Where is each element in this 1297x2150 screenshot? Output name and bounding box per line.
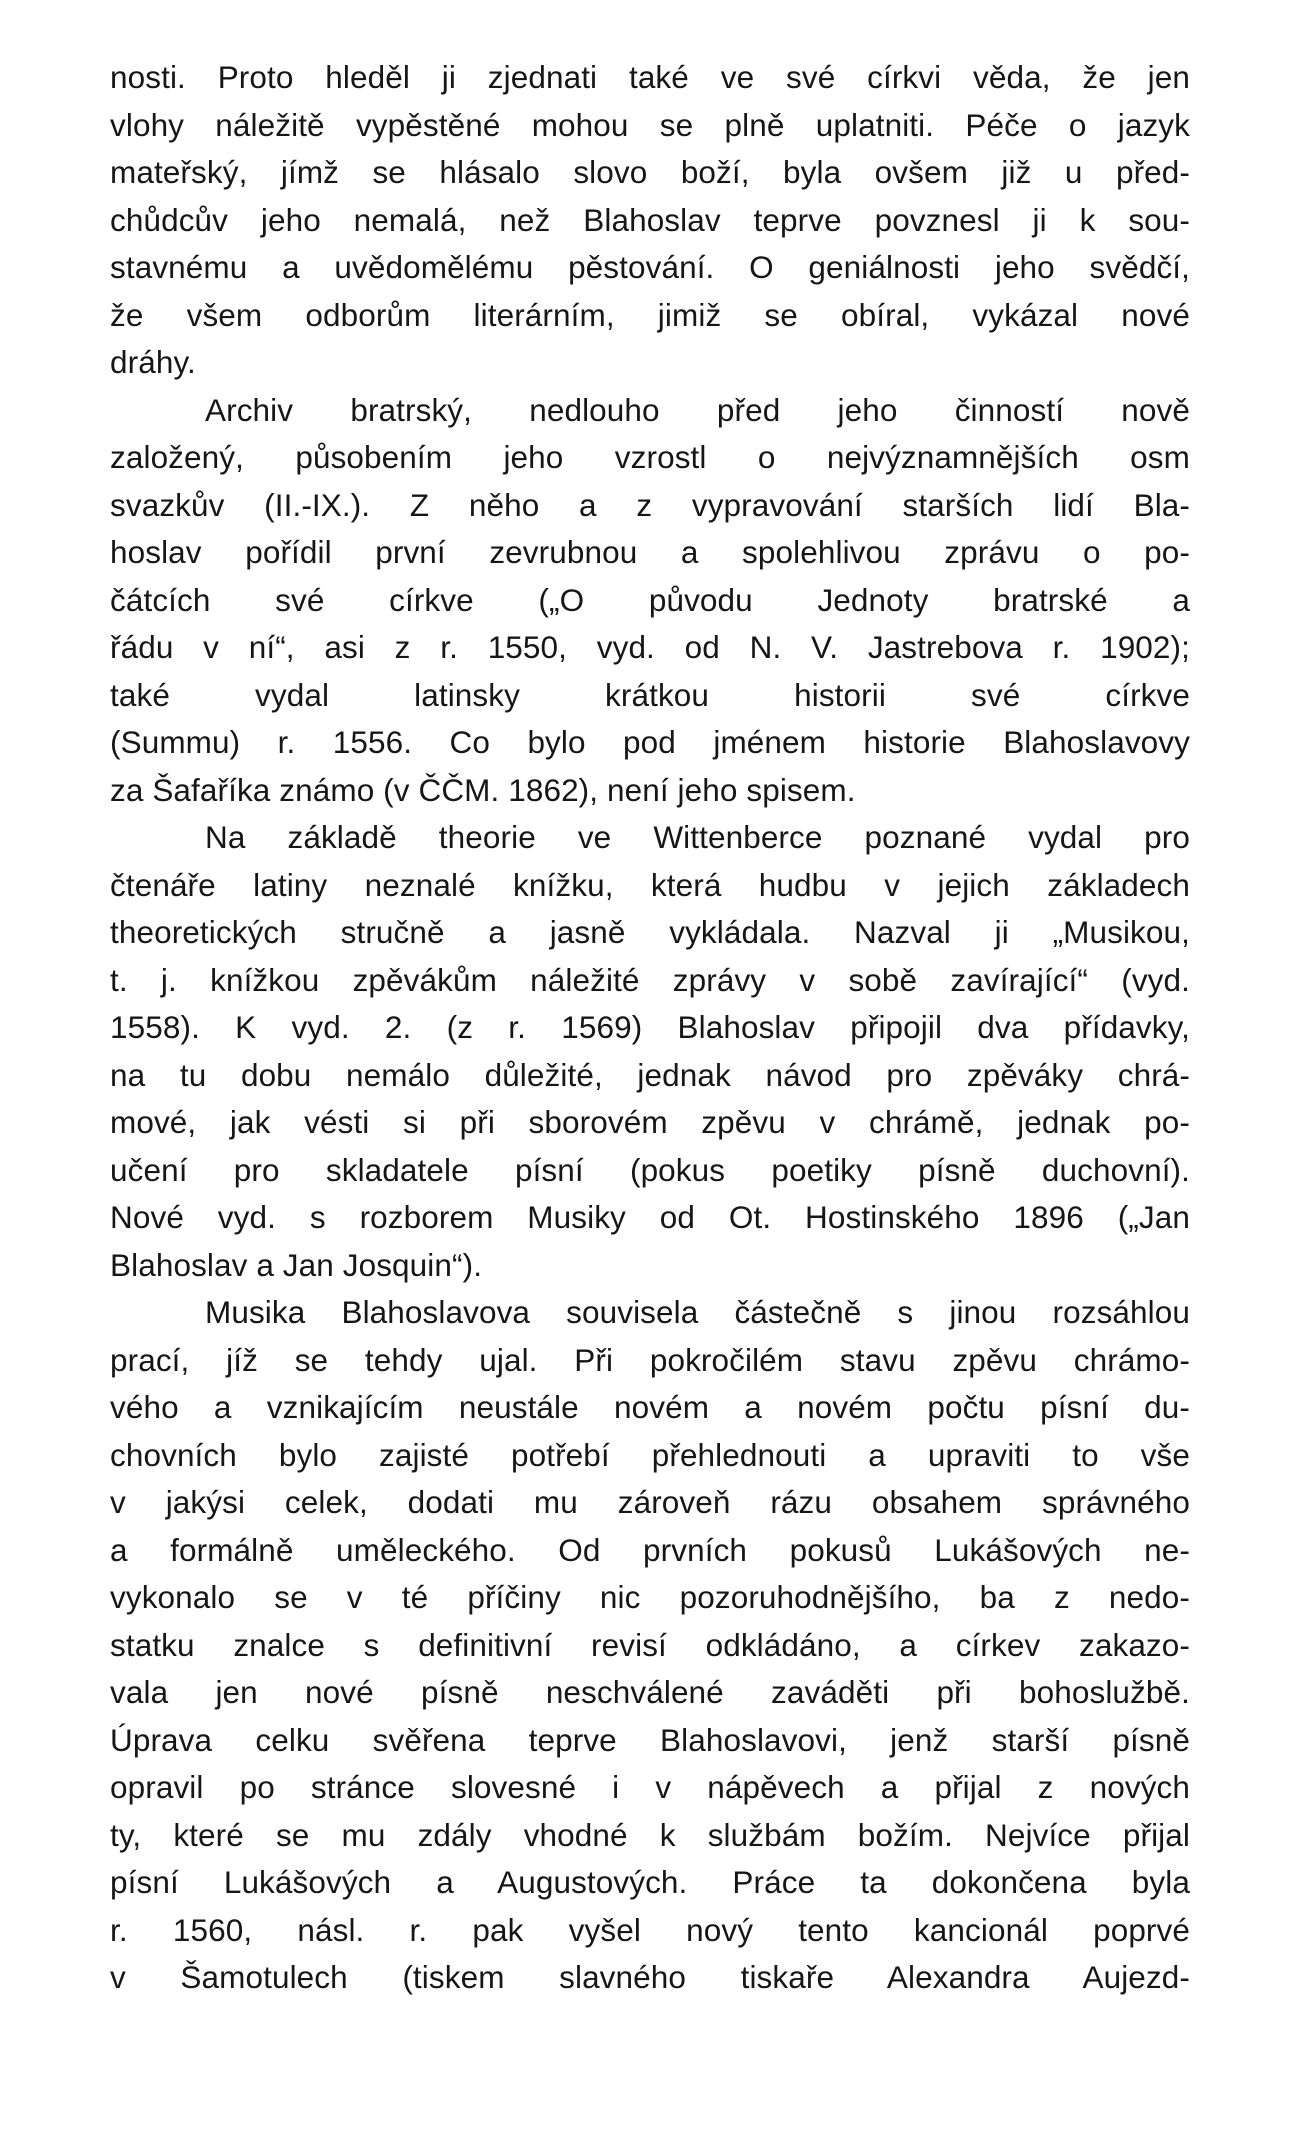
text-line: v jakýsi celek, dodati mu zároveň rázu obsahem správného xyxy=(110,1484,1190,1520)
text-line: Nové vyd. s rozborem Musiky od Ot. Hostinského 1896 („Jan xyxy=(110,1199,1190,1235)
page-text xyxy=(110,54,1190,2002)
text-line: čtenáře latiny neznalé knížku, která hudbu v jejich základech xyxy=(110,866,1190,903)
text-line: že všem odborům literárním, jimiž se obíral, vykázal nové xyxy=(110,296,1190,333)
text-line: také vydal latinsky krátkou historii své církve xyxy=(110,676,1190,713)
text-line: vého a vznikajícím neustále novém a novém počtu písní du- xyxy=(110,1389,1190,1425)
text-line: v Šamotulech (tiskem slavného tiskaře Alexandra Aujezd- xyxy=(110,1959,1190,1995)
text-line: hoslav pořídil první zevrubnou a spolehlivou zprávu o po- xyxy=(110,534,1190,570)
text-line: theoretických stručně a jasně vykládala. Nazval ji „Musikou, xyxy=(110,914,1190,950)
text-line: ty, které se mu zdály vhodné k službám božím. Nejvíce přijal xyxy=(110,1816,1190,1853)
text-line: písní Lukášových a Augustových. Práce ta dokončena byla xyxy=(110,1864,1190,1900)
text-line: čátcích své církve („O původu Jednoty bratrské a xyxy=(110,581,1190,618)
text-line: Úprava celku svěřena teprve Blahoslavovi, jenž starší písně xyxy=(110,1721,1190,1758)
text-line: statku znalce s definitivní revisí odkládáno, a církev zakazo- xyxy=(110,1626,1190,1663)
text-line: 1558). K vyd. 2. (z r. 1569) Blahoslav připojil dva přídavky, xyxy=(110,1009,1190,1045)
text-line: vala jen nové písně neschválené zaváděti při bohoslužbě. xyxy=(110,1674,1190,1710)
text-line: vykonalo se v té příčiny nic pozoruhodnějšího, ba z nedo- xyxy=(110,1579,1190,1615)
text-line: nosti. Proto hleděl ji zjednati také ve své církvi věda, že jen xyxy=(110,59,1190,95)
text-line: vlohy náležitě vypěstěné mohou se plně uplatniti. Péče o jazyk xyxy=(110,106,1190,143)
text-line: (Summu) r. 1556. Co bylo pod jménem historie Blahoslavovy xyxy=(110,724,1190,760)
text-line: stavnému a uvědomělému pěstování. O geniálnosti jeho svědčí, xyxy=(110,249,1190,285)
text-line: a formálně uměleckého. Od prvních pokusů Lukášových ne- xyxy=(110,1531,1190,1568)
text-line: založený, působením jeho vzrostl o nejvýznamnějších osm xyxy=(110,439,1190,475)
text-line: řádu v ní“, asi z r. 1550, vyd. od N. V. Jastrebova r. 1902); xyxy=(110,629,1190,665)
text-line: opravil po stránce slovesné i v nápěvech a přijal z nových xyxy=(110,1769,1190,1805)
text-line: mové, jak vésti si při sborovém zpěvu v chrámě, jednak po- xyxy=(110,1104,1190,1140)
text-line: svazkův (II.-IX.). Z něho a z vypravování starších lidí Bla- xyxy=(110,486,1190,523)
text-line: chůdcův jeho nemalá, než Blahoslav teprve povznesl ji k sou- xyxy=(110,201,1190,238)
text-line: r. 1560, násl. r. pak vyšel nový tento kancionál poprvé xyxy=(110,1911,1190,1948)
text-line: chovních bylo zajisté potřebí přehlednouti a upraviti to vše xyxy=(110,1436,1190,1473)
text-line: prací, jíž se tehdy ujal. Při pokročilém stavu zpěvu chrámo- xyxy=(110,1341,1190,1378)
text-line: za Šafaříka známo (v ČČM. 1862), není jeho spisem. xyxy=(110,771,856,808)
text-line: učení pro skladatele písní (pokus poetiky písně duchovní). xyxy=(110,1151,1190,1188)
text-line: t. j. knížkou zpěvákům náležité zprávy v sobě zavírající“ (vyd. xyxy=(110,961,1190,998)
text-line: dráhy. xyxy=(110,344,196,380)
text-line: Blahoslav a Jan Josquin“). xyxy=(110,1246,483,1283)
text-line: Na základě theorie ve Wittenberce poznané vydal pro xyxy=(205,819,1190,855)
text-line: mateřský, jímž se hlásalo slovo boží, byla ovšem již u před- xyxy=(110,154,1190,190)
text-line: Archiv bratrský, nedlouho před jeho činností nově xyxy=(205,391,1190,428)
text-line: na tu dobu nemálo důležité, jednak návod pro zpěváky chrá- xyxy=(110,1056,1190,1093)
text-line: Musika Blahoslavova souvisela částečně s jinou rozsáhlou xyxy=(205,1294,1190,1330)
